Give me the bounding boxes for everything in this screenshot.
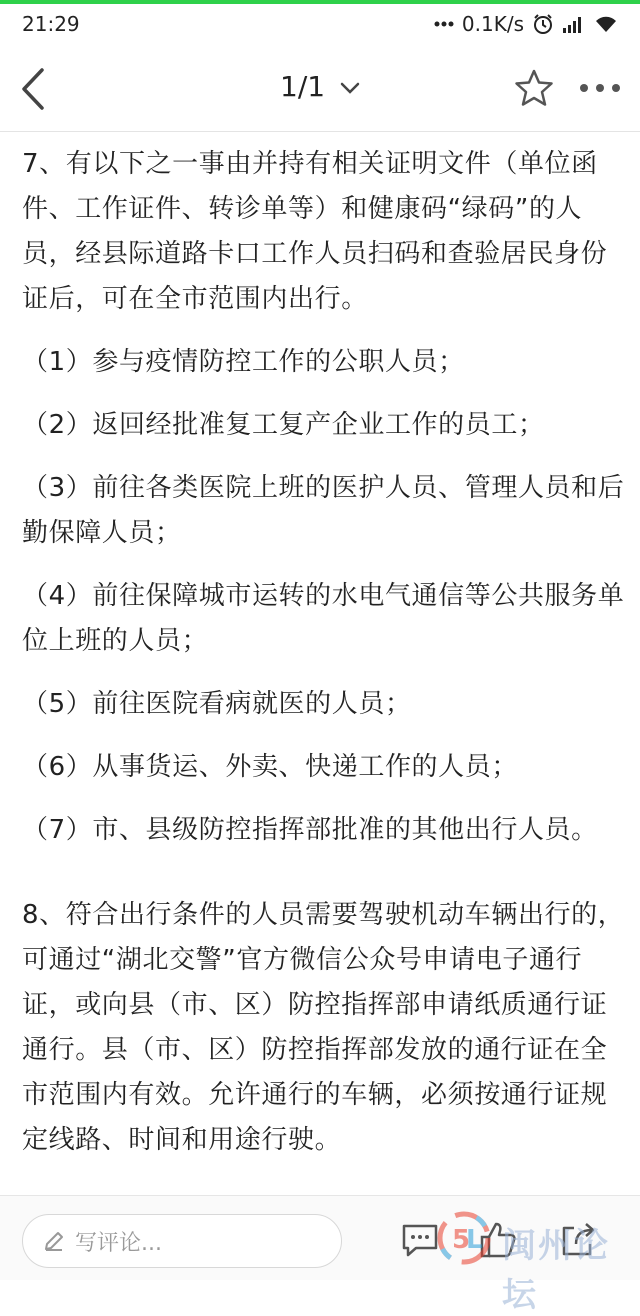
item7-sub-4: （4）前往保障城市运转的水电气通信等公共服务单位上班的人员； (22, 581, 625, 656)
svg-text:L: L (466, 1225, 483, 1255)
chevron-down-icon (340, 81, 360, 95)
item8: 8、符合出行条件的人员需要驾驶机动车辆出行的，可通过“湖北交警”官方微信公众号申请电子通行证，或向县（市、区）防控指挥部申请纸质通行证通行。县（市、区）防控指挥部发放的通行证在全市范围内有效。允许通行的车辆，必须按通行证规定线路、时间和用途行驶。 (22, 900, 625, 1155)
dots-icon (434, 20, 454, 28)
item7-sub-7: （7）市、县级防控指挥部批准的其他出行人员。 (22, 815, 598, 845)
pencil-icon (43, 1230, 65, 1252)
status-icons (434, 12, 618, 36)
star-icon[interactable] (514, 68, 554, 108)
comment-placeholder: 写评论... (75, 1230, 162, 1256)
nav-bar (0, 46, 640, 132)
comment-input[interactable] (22, 1214, 342, 1268)
item7-sub-1: （1）参与疫情防控工作的公职人员； (22, 347, 465, 377)
item7-intro: 7、有以下之一事由并持有相关证明文件（单位函件、工作证件、转诊单等）和健康码“绿码”的人员，经县际道路卡口工作人员扫码和查验居民身份证后，可在全市范围内出行。 (22, 149, 608, 314)
watermark-text: 闽州论坛 (502, 1226, 610, 1315)
forum-watermark (430, 1204, 640, 1315)
more-icon[interactable] (576, 68, 624, 108)
status-bar (0, 4, 640, 44)
article-body (22, 142, 626, 1163)
item7-sub-3: （3）前往各类医院上班的医护人员、管理人员和后勤保障人员； (22, 473, 625, 548)
status-time: 21:29 (22, 12, 80, 36)
network-speed: 0.1K/s (461, 12, 524, 36)
bottom-bar (0, 1195, 640, 1315)
svg-text:5: 5 (452, 1225, 471, 1255)
item7-sub-2: （2）返回经批准复工复产企业工作的员工； (22, 410, 545, 440)
item7-sub-6: （6）从事货运、外卖、快递工作的人员； (22, 752, 518, 782)
page-indicator-label: 1/1 (280, 70, 326, 103)
forum-logo-icon (430, 1204, 498, 1272)
alarm-icon (532, 13, 554, 35)
wifi-icon (594, 14, 618, 34)
item7-sub-5: （5）前往医院看病就医的人员； (22, 689, 412, 719)
signal-icon (562, 14, 586, 34)
